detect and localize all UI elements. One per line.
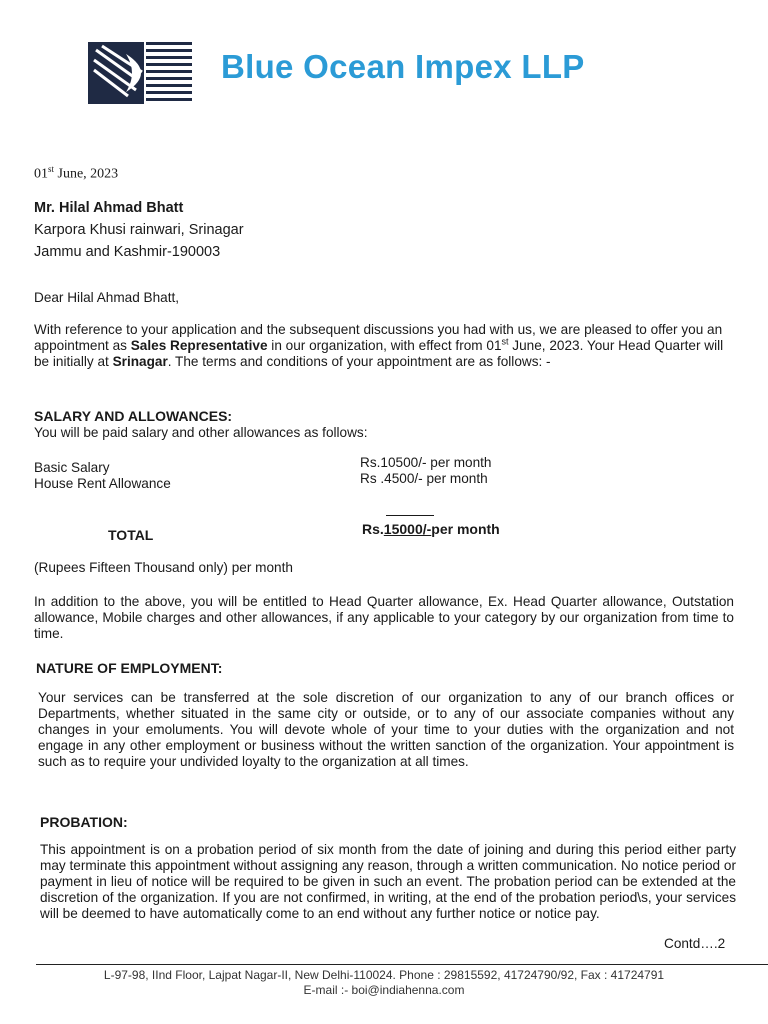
recipient-name: Mr. Hilal Ahmad Bhatt	[34, 200, 184, 216]
salary-heading: SALARY AND ALLOWANCES:	[34, 408, 233, 424]
total-amount: Rs.15000/-per month	[362, 521, 500, 537]
salary-intro: You will be paid salary and other allowances as follows:	[34, 425, 368, 440]
role-title: Sales Representative	[130, 338, 268, 353]
total-label: TOTAL	[108, 527, 154, 543]
salary-item-label: Basic Salary	[34, 460, 110, 475]
company-name: Blue Ocean Impex LLP	[221, 48, 585, 85]
address-line-1: Karpora Khusi rainwari, Srinagar	[34, 222, 244, 238]
recipient-address	[34, 197, 244, 263]
company-logo	[86, 40, 194, 106]
letter-date: 01st June, 2023	[34, 164, 119, 182]
employment-heading: NATURE OF EMPLOYMENT:	[36, 660, 223, 676]
salary-item-amount: Rs .4500/- per month	[360, 471, 488, 486]
total-in-words: (Rupees Fifteen Thousand only) per month	[34, 560, 293, 575]
continued-marker: Contd….2	[664, 936, 726, 951]
intro-paragraph: With reference to your application and the subsequent discussions you had with us, we are pleased to offer you an appointment as Sales Representative in our organization, with effect from 01st June, 2023. Your Head Quarter will be initially at Srinagar. The terms and conditions of your appointment are as follows: -	[34, 322, 724, 369]
address-line-2: Jammu and Kashmir-190003	[34, 244, 221, 260]
total-rule	[386, 515, 434, 516]
probation-heading: PROBATION:	[40, 814, 128, 830]
salary-item-label: House Rent Allowance	[34, 476, 171, 491]
employment-body: Your services can be transferred at the sole discretion of our organization to any of our branch offices or Departments, whether situated in the same city or outside, or to any of our associate companies without any changes in your emoluments. You will devote whole of your time to your duties with the organization and not engage in any other employment or business without the written sanction of the organization. Your appointment is such as to require your undivided loyalty to the organization at all times.	[38, 690, 734, 769]
footer-address: L-97-98, IInd Floor, Lajpat Nagar-II, New Delhi-110024. Phone : 29815592, 41724790/92, Fax : 41724791	[103, 968, 665, 982]
footer-email: E-mail :- boi@indiahenna.com	[303, 983, 465, 997]
salary-item-amount: Rs.10500/- per month	[360, 455, 492, 470]
footer-divider	[36, 964, 768, 965]
salutation: Dear Hilal Ahmad Bhatt,	[34, 290, 180, 305]
hq-location: Srinagar	[112, 354, 168, 369]
additional-allowances: In addition to the above, you will be entitled to Head Quarter allowance, Ex. Head Quarter allowance, Outstation allowance, Mobile charges and other allowances, if any applicable to your category by our organization from time to time.	[34, 594, 734, 641]
probation-body: This appointment is on a probation period of six month from the date of joining and during this period either party may terminate this appointment without assigning any reason, through a written communication. No notice period or payment in lieu of notice will be required to be given in such an event. The probation period can be extended at the discretion of the organization. If you are not confirmed, in writing, at the end of the probation period\s, your services will be deemed to have automatically come to an end without any further notice or notice pay.	[40, 842, 736, 921]
